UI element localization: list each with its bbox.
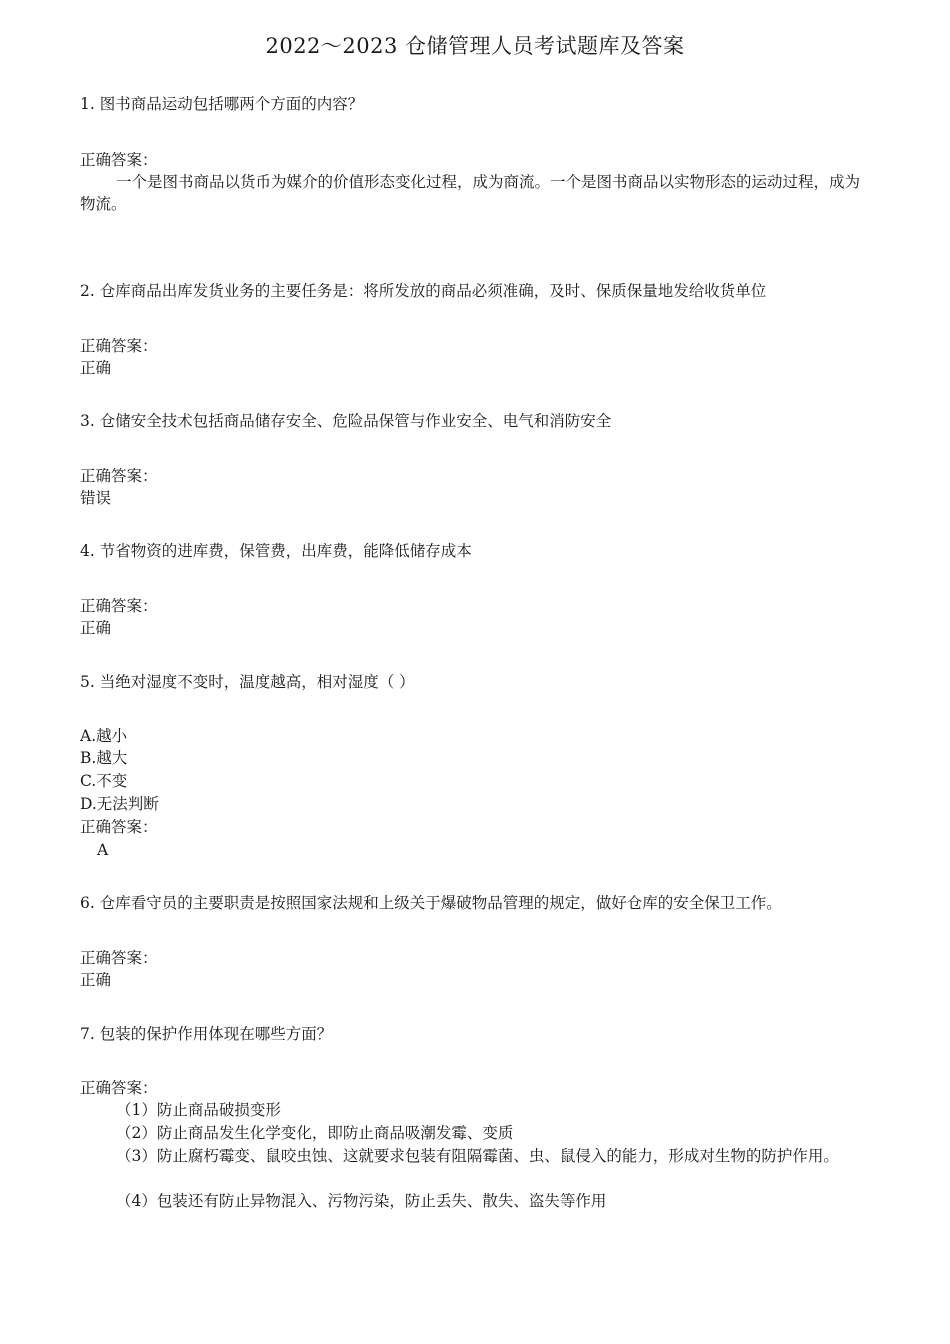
- question-1-answer-label: 正确答案：: [80, 151, 158, 169]
- question-7-point-2: （2）防止商品发生化学变化，即防止商品吸潮发霉、变质: [116, 1124, 514, 1142]
- question-5-option-a: A.越小: [80, 727, 128, 745]
- question-7-stem: 7. 包装的保护作用体现在哪些方面？: [80, 1025, 333, 1043]
- question-3-answer: 错误: [80, 489, 112, 507]
- question-5-option-b: B.越大: [80, 749, 128, 767]
- question-4-answer: 正确: [80, 619, 112, 637]
- question-2-stem: 2. 仓库商品出库发货业务的主要任务是：将所发放的商品必须准确，及时、保质保量地发给收货单位: [80, 282, 767, 300]
- question-5-option-c: C.不变: [80, 772, 128, 790]
- question-4-answer-label: 正确答案：: [80, 597, 158, 615]
- question-6-answer: 正确: [80, 971, 112, 989]
- question-5-option-d: D.无法判断: [80, 795, 159, 813]
- question-2-answer: 正确: [80, 359, 112, 377]
- question-6-stem: 6. 仓库看守员的主要职责是按照国家法规和上级关于爆破物品管理的规定，做好仓库的安全保卫工作。: [80, 894, 782, 912]
- question-1-stem: 1. 图书商品运动包括哪两个方面的内容？: [80, 95, 364, 113]
- question-7-point-1: （1）防止商品破损变形: [116, 1101, 281, 1119]
- question-4-stem: 4. 节省物资的进库费，保管费，出库费，能降低储存成本: [80, 542, 472, 560]
- question-7-answer-label: 正确答案：: [80, 1079, 158, 1097]
- question-3-answer-label: 正确答案：: [80, 467, 158, 485]
- question-7-point-3: （3）防止腐朽霉变、鼠咬虫蚀、这就要求包装有阻隔霉菌、虫、鼠侵入的能力，形成对生物的防护作用。: [116, 1147, 839, 1165]
- page-title: 2022～2023 仓储管理人员考试题库及答案: [265, 34, 685, 58]
- question-7-point-4: （4）包装还有防止异物混入、污物污染，防止丢失、散失、盗失等作用: [116, 1192, 607, 1210]
- question-5-answer: A: [97, 841, 109, 859]
- question-5-answer-label: 正确答案：: [80, 818, 158, 836]
- question-1-answer-text: 一个是图书商品以货币为媒介的价值形态变化过程，成为商流。一个是图书商品以实物形态的运动过程，成为物流。: [80, 173, 861, 213]
- question-5-stem: 5. 当绝对湿度不变时，温度越高，相对湿度（ ）: [80, 673, 415, 691]
- question-6-answer-label: 正确答案：: [80, 949, 158, 967]
- question-2-answer-label: 正确答案：: [80, 337, 158, 355]
- question-3-stem: 3. 仓储安全技术包括商品储存安全、危险品保管与作业安全、电气和消防安全: [80, 412, 612, 430]
